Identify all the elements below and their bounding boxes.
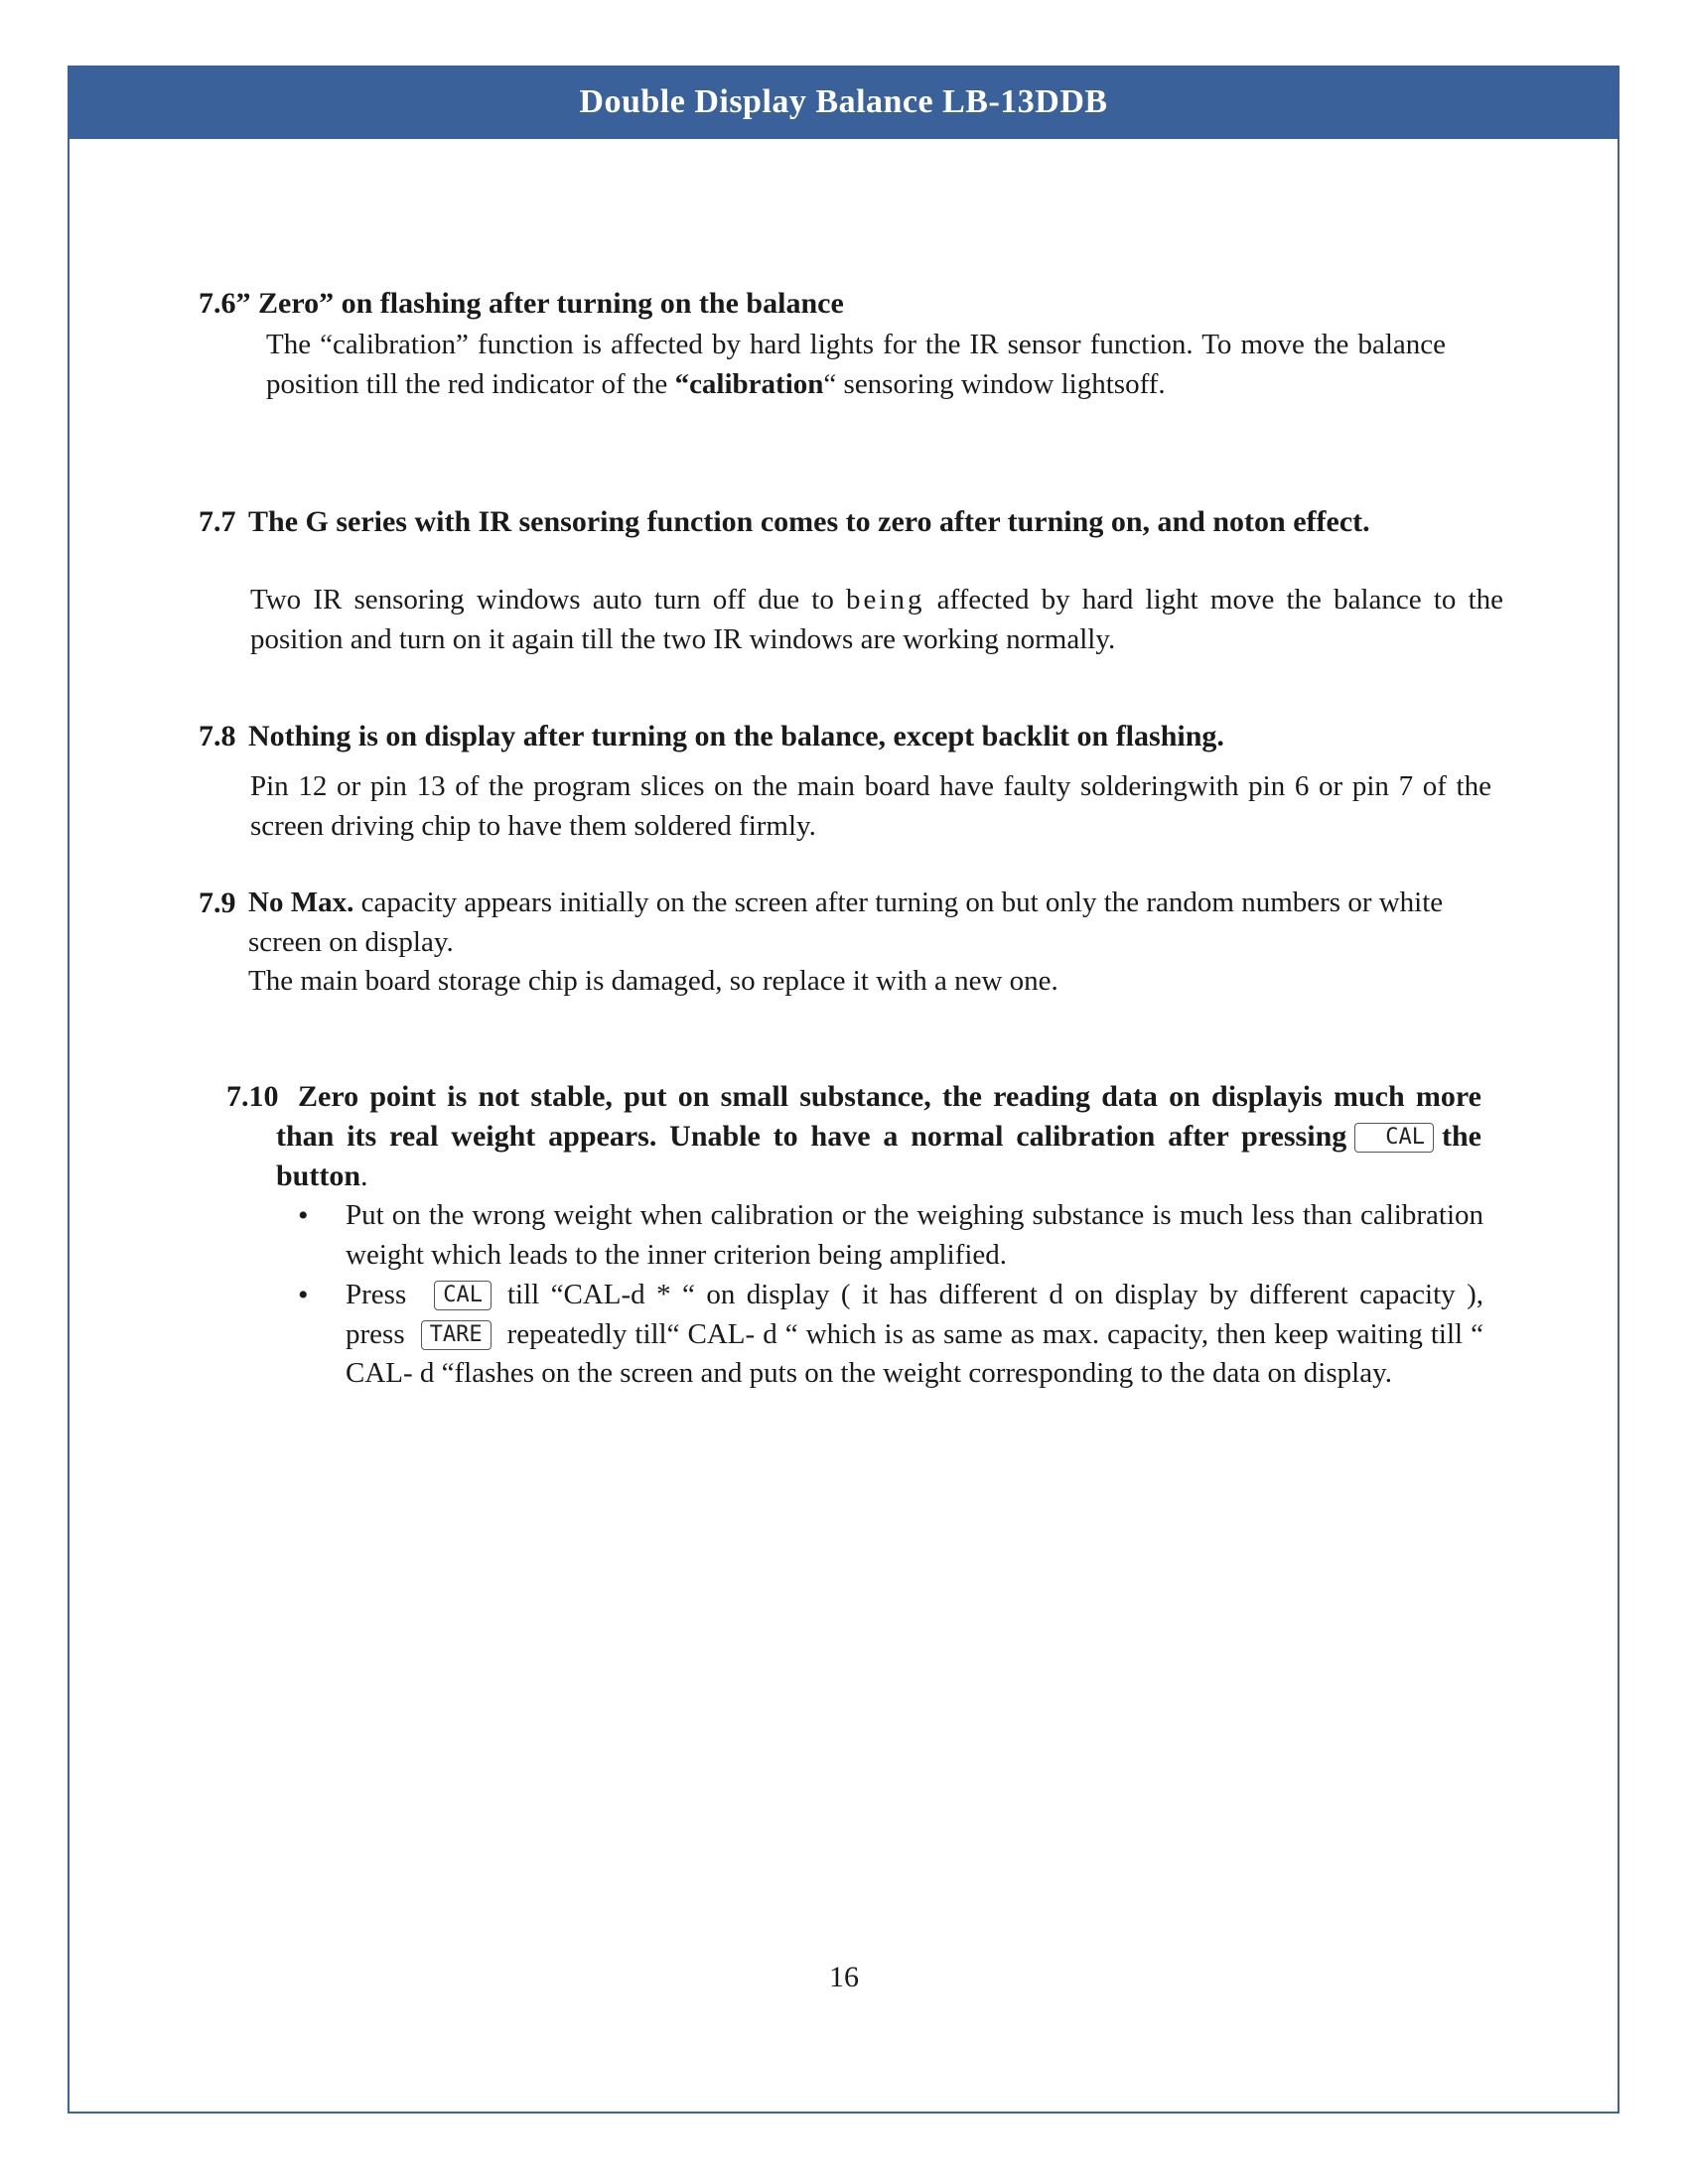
section-7-9-title	[199, 884, 236, 923]
section-number: 7.9	[199, 887, 236, 919]
section-number: 7.10	[226, 1080, 279, 1113]
body-text: repeatedly till“ CAL- d “ which is as same as max. capacity, then keep waiting till “ CAL- d “flashes on the screen and puts on the weight corresponding to the data on display.	[346, 1317, 1483, 1389]
body-text: Two IR sensoring windows auto turn off due to	[250, 584, 847, 615]
section-heading: The G series with IR sensoring function comes to zero after turning on, and noton effect.	[248, 505, 1370, 538]
body-text: The “calibration” function is affected by hard lights for the IR sensor function. To move the balance position till the red indicator of the	[266, 329, 1446, 400]
section-7-9-body	[248, 884, 1489, 1002]
body-text: till “CAL-d * “ on display ( it has different d on display by different capacity ), press	[346, 1279, 1483, 1350]
page-number: 16	[829, 1961, 859, 1993]
bold-text: “calibration	[674, 367, 824, 400]
body-text: Put on the wrong weight when calibration or the weighing substance is much less than calibration weight which leads to the inner criterion being amplified.	[346, 1199, 1483, 1271]
body-text: capacity appears initially on the screen after turning on but only the random numbers or white screen on display.	[248, 887, 1444, 958]
body-text: Pin 12 or pin 13 of the program slices on the main board have faulty solderingwith pin 6 or pin 7 of the screen driving chip to have them soldered firmly.	[250, 770, 1491, 842]
section-heading: ” Zero” on flashing after turning on the balance	[235, 287, 844, 320]
section-7-8-body	[250, 767, 1491, 846]
section-7-7-body	[250, 581, 1503, 659]
section-number: 7.7	[199, 505, 236, 538]
body-text: The main board storage chip is damaged, so replace it with a new one.	[248, 965, 1058, 997]
section-7-10-heading	[276, 1077, 1481, 1196]
section-7-6-title	[199, 284, 844, 324]
document-title: Double Display Balance LB-13DDB	[579, 83, 1108, 120]
bold-text: No Max.	[248, 887, 354, 918]
section-7-8-heading	[248, 717, 1489, 756]
bullet-icon: •	[298, 1199, 309, 1232]
section-number: 7.8	[199, 720, 236, 752]
body-text: Press	[346, 1279, 407, 1310]
body-text: .	[360, 1160, 368, 1192]
body-text: being	[846, 584, 925, 615]
section-7-8-title	[199, 717, 236, 756]
section-7-10-number	[226, 1077, 279, 1117]
cal-key-icon: CAL	[434, 1281, 492, 1310]
body-text: “ sensoring window lightsoff.	[823, 367, 1166, 400]
bullet-item-1	[346, 1196, 1483, 1275]
cal-key-icon: CAL	[1354, 1123, 1434, 1153]
section-heading: Nothing is on display after turning on the balance, except backlit on flashing.	[248, 720, 1224, 752]
tare-key-icon: TARE	[421, 1320, 492, 1350]
section-number: 7.6	[199, 287, 236, 320]
bullet-icon: •	[298, 1279, 309, 1311]
body-text: affected by hard light move the balance to the position and turn on it again till the two IR windows are working normally.	[250, 584, 1503, 655]
section-7-6-body	[266, 326, 1446, 404]
section-heading: Zero point is not stable, put on small substance, the reading data on displayis much more than its real weight appears. Unable to have a normal calibration after pressing	[276, 1080, 1481, 1153]
section-heading: the button	[276, 1120, 1481, 1192]
section-7-7-heading	[248, 502, 1489, 542]
bullet-item-2	[346, 1276, 1483, 1394]
